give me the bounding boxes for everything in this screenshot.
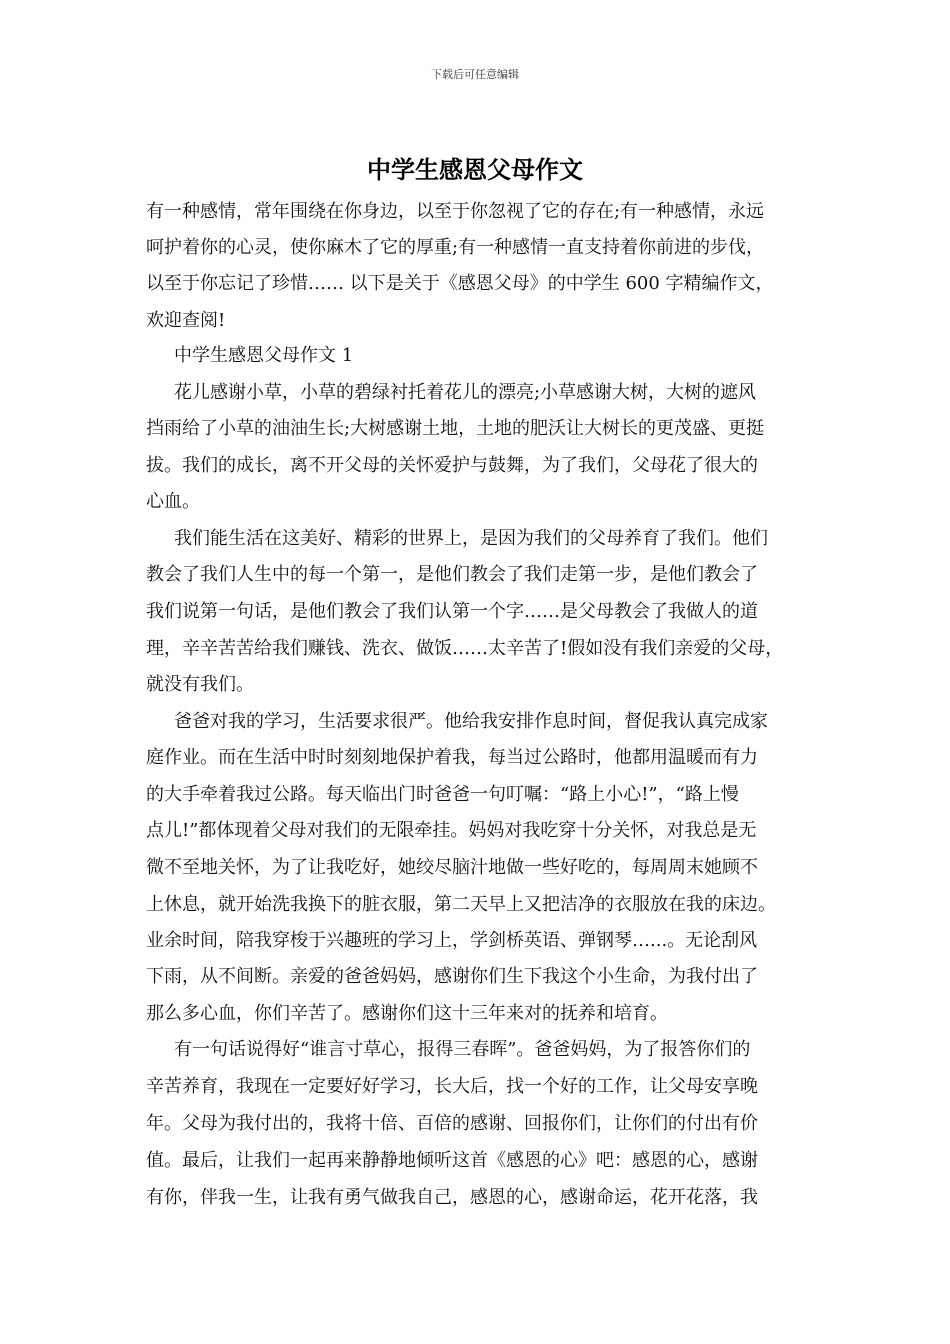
body-line: 心血。	[146, 491, 200, 512]
body-line: 有你，伴我一生，让我有勇气做我自己，感恩的心，感谢命运，花开花落，我	[146, 1187, 758, 1208]
body-line: 拔。我们的成长，离不开父母的关怀爱护与鼓舞，为了我们，父母花了很大的	[146, 455, 758, 476]
body-line: 年。父母为我付出的，我将十倍、百倍的感谢、回报你们，让你们的付出有价	[146, 1113, 758, 1134]
body-line: 微不至地关怀，为了让我吃好，她绞尽脑汁地做一些好吃的，每周周末她顾不	[146, 857, 758, 878]
header-note: 下载后可任意编辑	[431, 68, 519, 81]
body-line: 有一句话说得好“谁言寸草心，报得三春晖”。爸爸妈妈，为了报答你们的	[174, 1039, 751, 1060]
body-line: 上休息，就开始洗我换下的脏衣服，第二天早上又把洁净的衣服放在我的床边。	[146, 894, 776, 915]
body-line: 我们能生活在这美好、精彩的世界上，是因为我们的父母养育了我们。他们	[174, 528, 768, 549]
body-line: 欢迎查阅!	[146, 310, 226, 331]
body-line: 我们说第一句话，是他们教会了我们认第一个字……是父母教会了我做人的道	[146, 601, 758, 622]
body-line: 有一种感情，常年围绕在你身边，以至于你忽视了它的存在;有一种感情，永远	[146, 201, 765, 222]
body-line: 就没有我们。	[146, 674, 254, 695]
body-line: 挡雨给了小草的油油生长;大树感谢土地，土地的肥沃让大树长的更茂盛、更挺	[146, 418, 765, 439]
body-line: 业余时间，陪我穿梭于兴趣班的学习上，学剑桥英语、弹钢琴…...。无论刮风	[146, 930, 758, 951]
body-line: 以至于你忘记了珍惜…… 以下是关于《感恩父母》的中学生 600 字精编作文，	[146, 273, 774, 294]
body-line: 那么多心血，你们辛苦了。感谢你们这十三年来对的抚养和培育。	[146, 1003, 668, 1024]
body-line: 的大手牵着我过公路。每天临出门时爸爸一句叮嘱：“路上小心!”，“路上慢	[146, 784, 739, 805]
body-line: 花儿感谢小草，小草的碧绿衬托着花儿的漂亮;小草感谢大树，大树的遮风	[174, 382, 757, 403]
body-line: 庭作业。而在生活中时时刻刻地保护着我，每当过公路时，他都用温暖而有力	[146, 747, 758, 768]
body-line: 中学生感恩父母作文 1	[174, 345, 354, 366]
body-line: 爸爸对我的学习，生活要求很严。他给我安排作息时间，督促我认真完成家	[174, 711, 768, 732]
body-line: 教会了我们人生中的每一个第一，是他们教会了我们走第一步，是他们教会了	[146, 564, 758, 585]
body-line: 值。最后，让我们一起再来静静地倾听这首《感恩的心》吧：感恩的心，感谢	[146, 1150, 758, 1171]
body-line: 理，辛辛苦苦给我们赚钱、洗衣、做饭……太辛苦了!假如没有我们亲爱的父母，	[146, 638, 784, 659]
body-line: 辛苦养育，我现在一定要好好学习，长大后，找一个好的工作，让父母安享晚	[146, 1076, 758, 1097]
document-title: 中学生感恩父母作文	[367, 155, 583, 184]
body-line: 点儿!”都体现着父母对我们的无限牵挂。妈妈对我吃穿十分关怀，对我总是无	[146, 820, 757, 841]
body-line: 呵护着你的心灵，使你麻木了它的厚重;有一种感情一直支持着你前进的步伐，	[146, 237, 765, 258]
body-line: 下雨，从不间断。亲爱的爸爸妈妈，感谢你们生下我这个小生命，为我付出了	[146, 966, 758, 987]
